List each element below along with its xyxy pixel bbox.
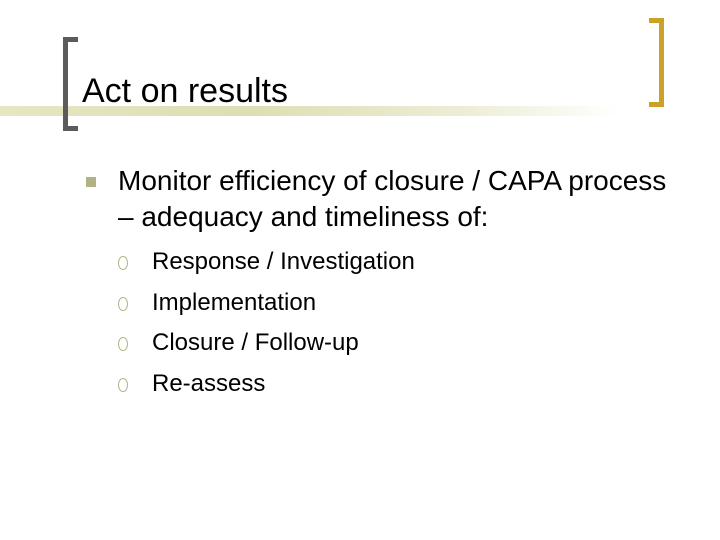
left-bracket-top-serif: [63, 37, 78, 42]
ring-bullet-icon: [118, 256, 128, 270]
square-bullet-icon: [86, 177, 96, 187]
main-bullet-text: Monitor efficiency of closure / CAPA process – adequacy and timeliness of:: [118, 165, 667, 232]
left-bracket-icon: [63, 37, 68, 131]
sub-bullet-text: Re-assess: [152, 369, 266, 397]
right-bracket-bottom-serif: [649, 102, 664, 107]
sub-bullet-text: Closure / Follow-up: [152, 329, 359, 356]
ring-bullet-icon: [118, 337, 128, 351]
right-bracket-icon: [659, 18, 664, 107]
sub-bullet-text: Implementation: [152, 288, 317, 316]
ring-bullet-icon: [118, 297, 128, 311]
left-bracket-bottom-serif: [63, 126, 78, 131]
right-bracket-top-serif: [649, 18, 664, 23]
slide-title: Act on results: [82, 72, 288, 110]
ring-bullet-icon: [118, 378, 128, 392]
sub-bullet-text: Response / Investigation: [152, 248, 415, 275]
